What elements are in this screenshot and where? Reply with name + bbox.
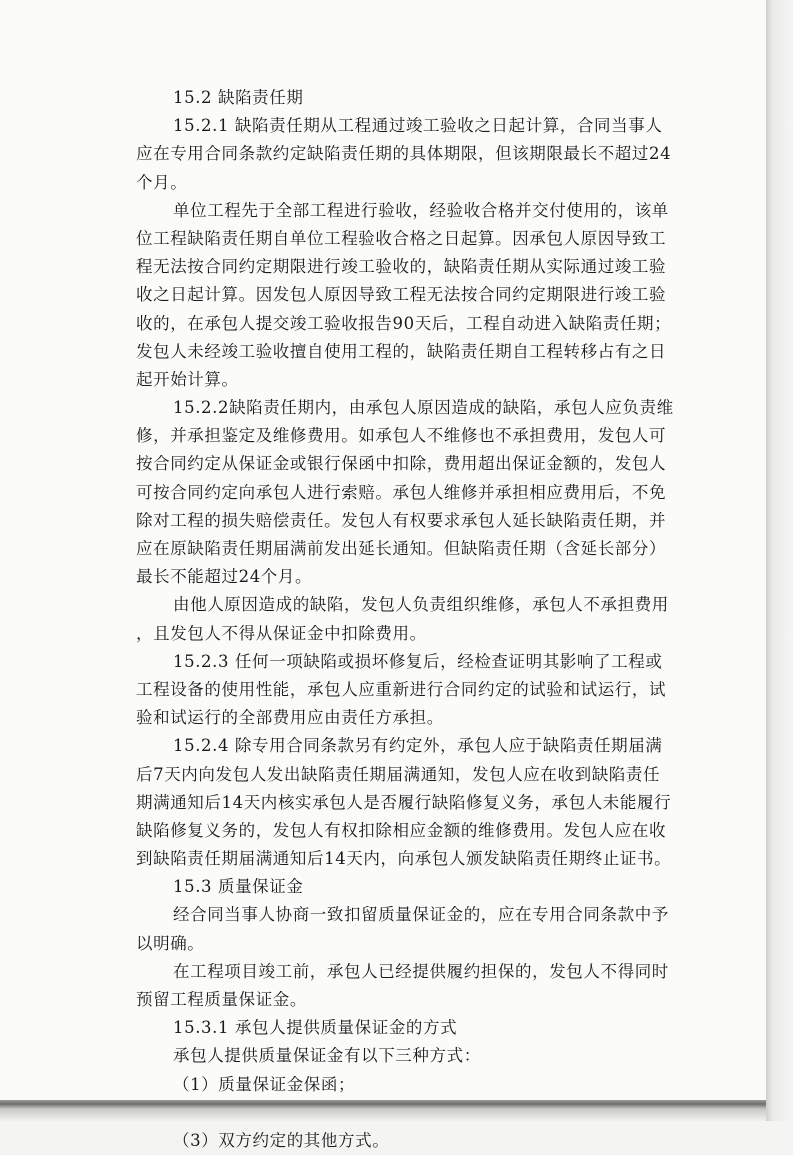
text-line: 缺陷修复义务的，发包人有权扣除相应金额的维修费用。发包人应在收	[136, 820, 667, 840]
page-edge-shadow	[766, 0, 793, 1121]
text-line: 应在原缺陷责任期届满前发出延长通知。但缺陷责任期（含延长部分）	[136, 539, 667, 558]
text-line: （3）双方约定的其他方式。	[173, 1130, 390, 1150]
text-line: 起开始计算。	[136, 369, 239, 389]
text-line: 程无法按合同约定期限进行竣工验收的，缺陷责任期从实际通过竣工验	[136, 257, 667, 277]
text-line: 发包人未经竣工验收擅自使用工程的，缺陷责任期自工程转移占有之日	[136, 341, 667, 361]
text-line: 个月。	[136, 172, 188, 192]
text-line: 收的，在承包人提交竣工验收报告90天后，工程自动进入缺陷责任期；	[136, 313, 672, 333]
document-body	[136, 84, 728, 1155]
text-line: （1）质量保证金保函；	[173, 1074, 356, 1094]
text-line: 在工程项目竣工前，承包人已经提供履约担保的，发包人不得同时	[173, 961, 669, 981]
text-line: 到缺陷责任期届满通知后14天内，向承包人颁发缺陷责任期终止证书。	[136, 849, 672, 869]
text-line: 以明确。	[136, 933, 205, 953]
text-line: 应在专用合同条款约定缺陷责任期的具体期限，但该期限最长不超过24	[136, 144, 672, 164]
text-line: 可按合同约定向承包人进行索赔。承包人维修并承担相应费用后，不免	[136, 482, 667, 502]
text-line: 除对工程的损失赔偿责任。发包人有权要求承包人延长缺陷责任期，并	[136, 510, 667, 530]
text-line: 验和试运行的全部费用应由责任方承担。	[136, 708, 444, 728]
text-line: 后7天内向发包人发出缺陷责任期届满通知，发包人应在收到缺陷责任	[136, 764, 661, 784]
text-line: 15.2.4 除专用合同条款另有约定外，承包人应于缺陷责任期届满	[173, 736, 663, 756]
text-line: 经合同当事人协商一致扣留质量保证金的，应在专用合同条款中予	[173, 905, 669, 925]
text-line: 15.3 质量保证金	[173, 877, 304, 897]
text-line: 15.2 缺陷责任期	[173, 88, 304, 107]
text-line: 承包人提供质量保证金有以下三种方式：	[173, 1046, 481, 1066]
text-line: ，且发包人不得从保证金中扣除费用。	[136, 623, 427, 643]
scan-bottom-shadow	[0, 1100, 766, 1121]
text-line: 单位工程先于全部工程进行验收，经验收合格并交付使用的，该单	[173, 200, 669, 220]
text-line: 15.2.2缺陷责任期内，由承包人原因造成的缺陷，承包人应负责维	[173, 398, 674, 418]
text-line: 15.2.3 任何一项缺陷或损坏修复后，经检查证明其影响了工程或	[173, 651, 663, 671]
text-line: 最长不能超过24个月。	[136, 567, 313, 587]
text-line: 期满通知后14天内核实承包人是否履行缺陷修复义务，承包人未能履行	[136, 792, 672, 812]
text-line: 由他人原因造成的缺陷，发包人负责组织维修，承包人不承担费用	[173, 595, 669, 615]
text-line: 位工程缺陷责任期自单位工程验收合格之日起算。因承包人原因导致工	[136, 228, 667, 248]
text-line: 收之日起计算。因发包人原因导致工程无法按合同约定期限进行竣工验	[136, 285, 667, 305]
text-line: 修，并承担鉴定及维修费用。如承包人不维修也不承担费用，发包人可	[136, 426, 667, 446]
text-line: 15.2.1 缺陷责任期从工程通过竣工验收之日起计算，合同当事人	[173, 116, 663, 136]
text-line: 预留工程质量保证金。	[136, 990, 307, 1009]
text-line: 15.3.1 承包人提供质量保证金的方式	[173, 1018, 458, 1038]
text-line: 按合同约定从保证金或银行保函中扣除，费用超出保证金额的，发包人	[136, 454, 667, 474]
text-line: 工程设备的使用性能，承包人应重新进行合同约定的试验和试运行，试	[136, 679, 667, 699]
